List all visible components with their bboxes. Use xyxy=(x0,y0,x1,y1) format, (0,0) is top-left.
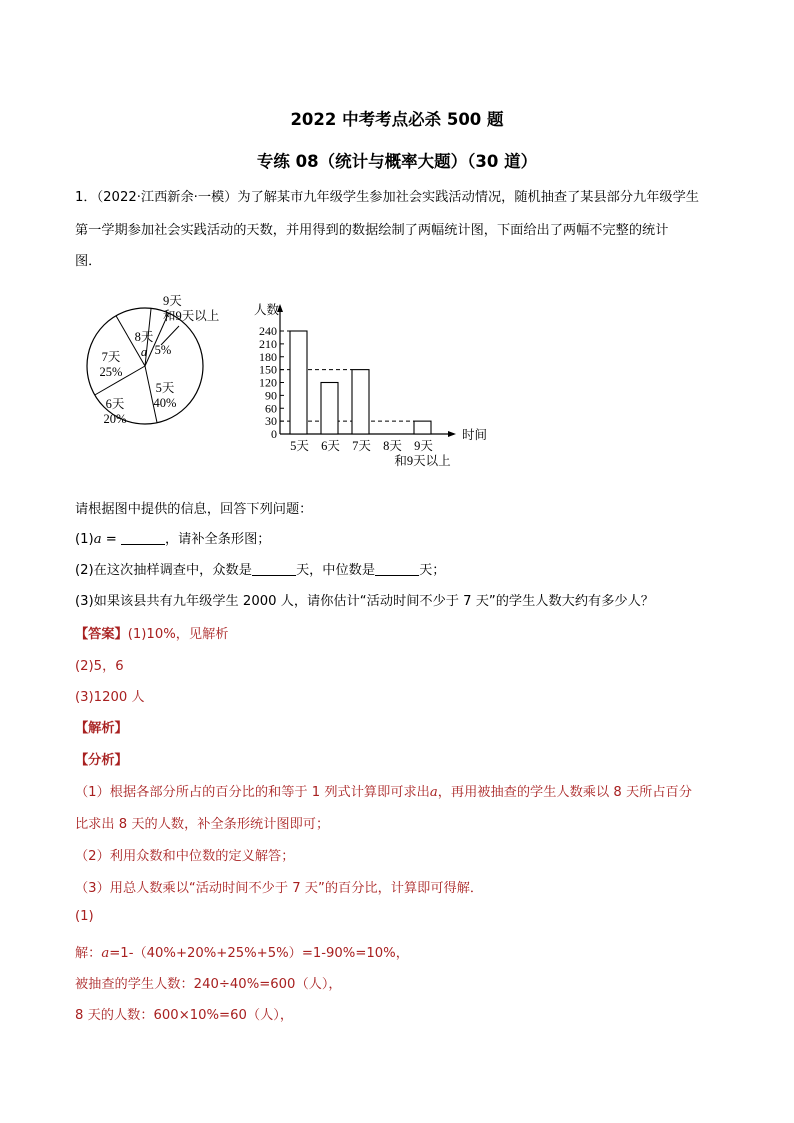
x-axis-arrow xyxy=(448,431,456,437)
pie-chart xyxy=(75,288,225,438)
bar xyxy=(414,421,431,434)
x-tick-label: 7天 xyxy=(352,439,371,453)
y-tick-label: 240 xyxy=(259,324,277,338)
bar xyxy=(321,383,338,435)
analysis-line-3: （2）利用众数和中位数的定义解答； xyxy=(75,849,295,864)
x-tick-label: 8天 xyxy=(383,439,402,453)
pie-callout-label: 和9天以上 xyxy=(163,309,220,323)
x-tick-label-extra: 和9天以上 xyxy=(394,454,451,468)
y-tick-label: 90 xyxy=(265,388,277,403)
question-line-3: 图． xyxy=(75,254,102,269)
page-subtitle: 专练 08（统计与概率大题）（30 道） xyxy=(256,152,538,171)
solution-label: (1) xyxy=(75,909,94,924)
y-tick-label: 120 xyxy=(259,375,277,390)
pie-slice-label: 8天 xyxy=(134,330,154,344)
answer-blank[interactable] xyxy=(252,562,296,576)
pie-slice-percent: 25% xyxy=(99,365,123,379)
answer-line-1: 【答案】(1)10%，见解析 xyxy=(75,627,229,642)
y-tick-label: 210 xyxy=(259,336,277,351)
y-tick-label: 150 xyxy=(259,362,277,377)
sub-question-2: (2)在这次抽样调查中，众数是 天，中位数是 天； xyxy=(75,563,446,578)
pie-callout-label: 9天 xyxy=(163,294,182,308)
y-tick-label: 0 xyxy=(271,427,277,441)
pie-slice-label: 5天 xyxy=(155,381,175,395)
pie-slice-percent: 40% xyxy=(153,396,177,410)
sub-question-3: (3)如果该县共有九年级学生 2000 人，请你估计“活动时间不少于 7 天”的学生人数大约有多少人？ xyxy=(75,594,654,609)
answer-blank[interactable] xyxy=(121,531,165,545)
y-axis-label: 人数 xyxy=(254,303,280,317)
x-axis-label: 时间 xyxy=(462,428,488,442)
bar-chart xyxy=(240,300,510,475)
question-line-1: 1．（2022·江西新余·一模）为了解某市九年级学生参加社会实践活动情况，随机抽查了某县部分九年级学生 xyxy=(75,190,699,205)
analysis-line-2: 比求出 8 天的人数，补全条形统计图即可； xyxy=(75,817,330,832)
y-tick-label: 30 xyxy=(265,414,277,429)
pie-slice-percent: 20% xyxy=(103,412,127,426)
question-line-2: 第一学期参加社会实践活动的天数，并用得到的数据绘制了两幅统计图，下面给出了两幅不完整的统计 xyxy=(75,223,669,238)
answer-line-2: (2)5，6 xyxy=(75,659,124,674)
bar xyxy=(290,331,307,434)
pie-slice-percent: a xyxy=(140,345,148,359)
y-tick-label: 180 xyxy=(259,349,277,364)
answer-blank[interactable] xyxy=(375,562,419,576)
x-tick-label: 5天 xyxy=(290,439,309,453)
x-tick-label: 6天 xyxy=(321,439,340,453)
pie-slice-label: 6天 xyxy=(105,397,125,411)
jiexi-label: 【解析】 xyxy=(75,721,128,736)
solution-line-3: 8 天的人数：600×10%=60（人）， xyxy=(75,1008,294,1023)
answer-line-3: (3)1200 人 xyxy=(75,690,145,705)
pie-slice-percent: 5% xyxy=(154,343,172,357)
solution-line-2: 被抽查的学生人数：240÷40%=600（人）， xyxy=(75,977,342,992)
y-tick-label: 60 xyxy=(265,401,277,416)
x-tick-label: 9天 xyxy=(414,439,433,453)
fenxi-label: 【分析】 xyxy=(75,753,128,768)
pie-slice-label: 7天 xyxy=(101,350,121,364)
question-prompt: 请根据图中提供的信息，回答下列问题： xyxy=(75,502,313,517)
analysis-line-4: （3）用总人数乘以“活动时间不少于 7 天”的百分比，计算即可得解． xyxy=(75,881,484,896)
page-title: 2022 中考考点必杀 500 题 xyxy=(290,110,504,129)
bar xyxy=(352,370,369,434)
analysis-line-1: （1）根据各部分所占的百分比的和等于 1 列式计算即可求出a，再用被抽查的学生人数乘以 8 天所占百分 xyxy=(75,785,692,800)
solution-line-1: 解：a=1-（40%+20%+25%+5%）=1-90%=10%， xyxy=(75,946,409,961)
sub-question-1: (1)a = ，请补全条形图； xyxy=(75,532,271,547)
